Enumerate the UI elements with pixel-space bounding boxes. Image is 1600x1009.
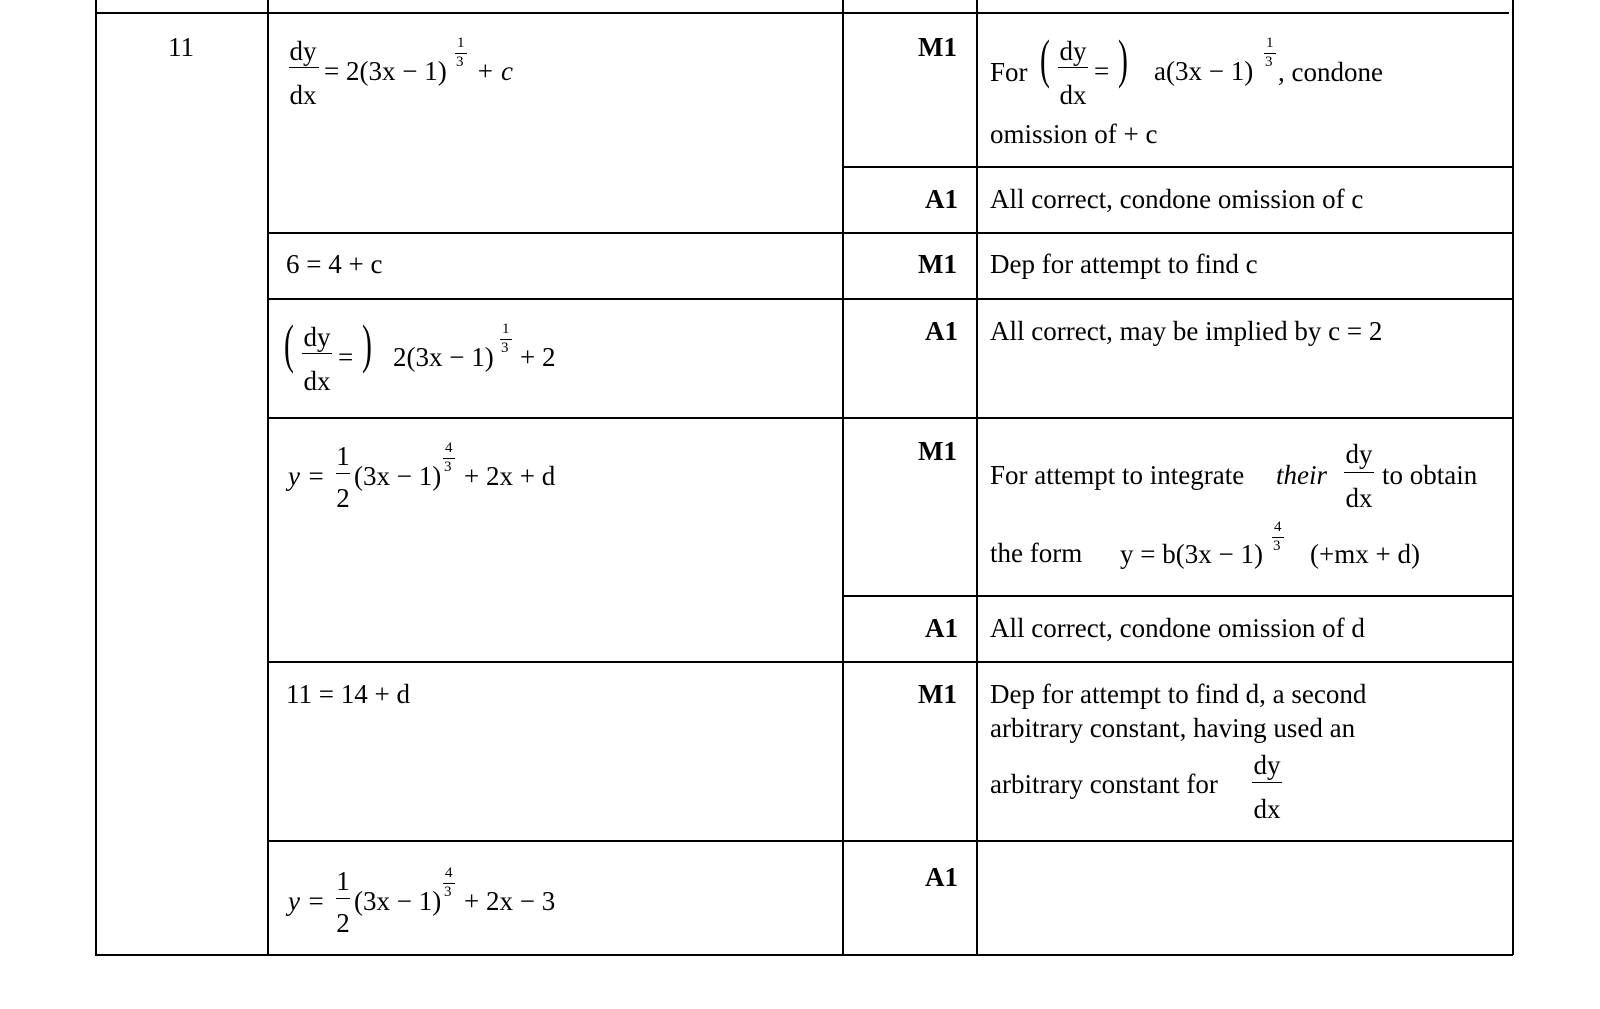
answer-1-exp-num: 1 <box>457 35 465 51</box>
guidance-1-frac-num: dy <box>1059 36 1087 66</box>
guidance-1-line2: omission of + c <box>990 119 1158 149</box>
table-border-right <box>1512 0 1514 955</box>
guidance-7-frac-num: dy <box>1253 750 1281 780</box>
answer-8-coef-num: 1 <box>336 866 350 896</box>
answer-3: 6 = 4 + c <box>286 249 383 279</box>
answer-4-expr: 2(3x − 1) <box>393 342 494 372</box>
guidance-1-frac-den: dx <box>1059 80 1087 110</box>
answer-5-tail: + 2x + d <box>464 461 556 491</box>
answer-4-eq: = <box>338 342 354 372</box>
answer-1-exp-den: 3 <box>456 54 464 70</box>
guidance-1-eq: = <box>1094 56 1110 86</box>
answer-4-rparen: ) <box>362 314 372 374</box>
answer-1-frac-den: dx <box>289 80 317 110</box>
guidance-1-exp-den: 3 <box>1265 54 1273 70</box>
col-divider-1 <box>267 0 269 955</box>
table-line-top <box>95 12 1509 14</box>
mark-4: A1 <box>925 316 958 346</box>
mark-5: M1 <box>918 436 957 466</box>
answer-4-tail: + 2 <box>520 342 556 372</box>
guidance-1-lparen: ( <box>1040 29 1050 89</box>
guidance-1-rparen: ) <box>1118 29 1128 89</box>
mark-2: A1 <box>925 184 958 214</box>
guidance-1-frac-bar <box>1058 67 1088 68</box>
guidance-5-line1-pre: For attempt to integrate <box>990 460 1245 490</box>
answer-5-expr: (3x − 1) <box>354 461 442 491</box>
answer-1-frac-num: dy <box>289 36 317 66</box>
row-line <box>267 232 1513 234</box>
guidance-5-frac-den: dx <box>1345 483 1373 513</box>
col-divider-3 <box>976 0 978 955</box>
answer-5-exp-num: 4 <box>445 440 453 456</box>
answer-8-expr: (3x − 1) <box>354 886 442 916</box>
answer-7: 11 = 14 + d <box>286 679 410 709</box>
answer-8-tail: + 2x − 3 <box>464 886 556 916</box>
guidance-5-frac-bar <box>1344 472 1374 473</box>
answer-8-exp-den: 3 <box>444 884 452 900</box>
guidance-7-line2: arbitrary constant, having used an <box>990 713 1356 743</box>
guidance-6: All correct, condone omission of d <box>990 613 1365 643</box>
guidance-5-line1-post: to obtain <box>1382 460 1478 490</box>
guidance-7-line3: arbitrary constant for <box>990 769 1218 799</box>
answer-8-exp-num: 4 <box>445 865 453 881</box>
row-line <box>267 661 1513 663</box>
mark-3: M1 <box>918 249 957 279</box>
guidance-5-line2-expr: y = b(3x − 1) <box>1120 539 1263 569</box>
answer-5-coef-num: 1 <box>336 441 350 471</box>
mark-6: A1 <box>925 613 958 643</box>
table-line-bottom <box>95 954 1513 956</box>
answer-5-exp-den: 3 <box>444 459 452 475</box>
answer-8-lhs: y = <box>288 886 325 916</box>
row-line <box>842 166 1513 168</box>
row-line <box>267 298 1513 300</box>
answer-4-exp-num: 1 <box>502 321 510 337</box>
answer-8-coef-bar <box>336 898 350 899</box>
answer-5-coef-den: 2 <box>336 483 350 513</box>
guidance-5-their: their <box>1276 460 1327 490</box>
guidance-2: All correct, condone omission of c <box>990 184 1364 214</box>
guidance-1-pre: For <box>990 57 1028 87</box>
answer-4-lparen: ( <box>284 314 294 374</box>
guidance-5-line2-tail: (+mx + d) <box>1310 539 1420 569</box>
row-line <box>842 595 1513 597</box>
mark-7: M1 <box>918 679 957 709</box>
answer-5-lhs: y = <box>288 461 325 491</box>
question-number: 11 <box>168 32 194 62</box>
guidance-3: Dep for attempt to find c <box>990 249 1258 279</box>
guidance-5-frac-num: dy <box>1345 439 1373 469</box>
answer-4-frac-den: dx <box>303 366 331 396</box>
table-border-left <box>95 0 97 955</box>
guidance-7-line1: Dep for attempt to find d, a second <box>990 679 1367 709</box>
row-line <box>267 417 1513 419</box>
guidance-5-exp-den: 3 <box>1273 538 1281 554</box>
row-line <box>267 840 1513 842</box>
answer-4-frac-bar <box>302 353 332 354</box>
answer-1-frac-bar <box>289 67 319 68</box>
answer-1-tail: + c <box>476 56 513 86</box>
mark-1: M1 <box>918 32 957 62</box>
mark-8: A1 <box>925 862 958 892</box>
answer-4-exp-den: 3 <box>501 340 509 356</box>
answer-5-coef-bar <box>336 473 350 474</box>
col-divider-2 <box>842 0 844 955</box>
answer-1-expr: = 2(3x − 1) <box>324 56 447 86</box>
answer-8-coef-den: 2 <box>336 908 350 938</box>
answer-4-frac-num: dy <box>303 322 331 352</box>
guidance-5-exp-num: 4 <box>1274 519 1282 535</box>
guidance-4: All correct, may be implied by c = 2 <box>990 316 1383 346</box>
guidance-1-post: , condone <box>1278 57 1383 87</box>
guidance-5-line2-pre: the form <box>990 538 1083 568</box>
guidance-1-expr: a(3x − 1) <box>1154 56 1254 86</box>
guidance-1-exp-num: 1 <box>1266 35 1274 51</box>
guidance-7-frac-den: dx <box>1253 794 1281 824</box>
guidance-7-frac-bar <box>1252 782 1282 783</box>
